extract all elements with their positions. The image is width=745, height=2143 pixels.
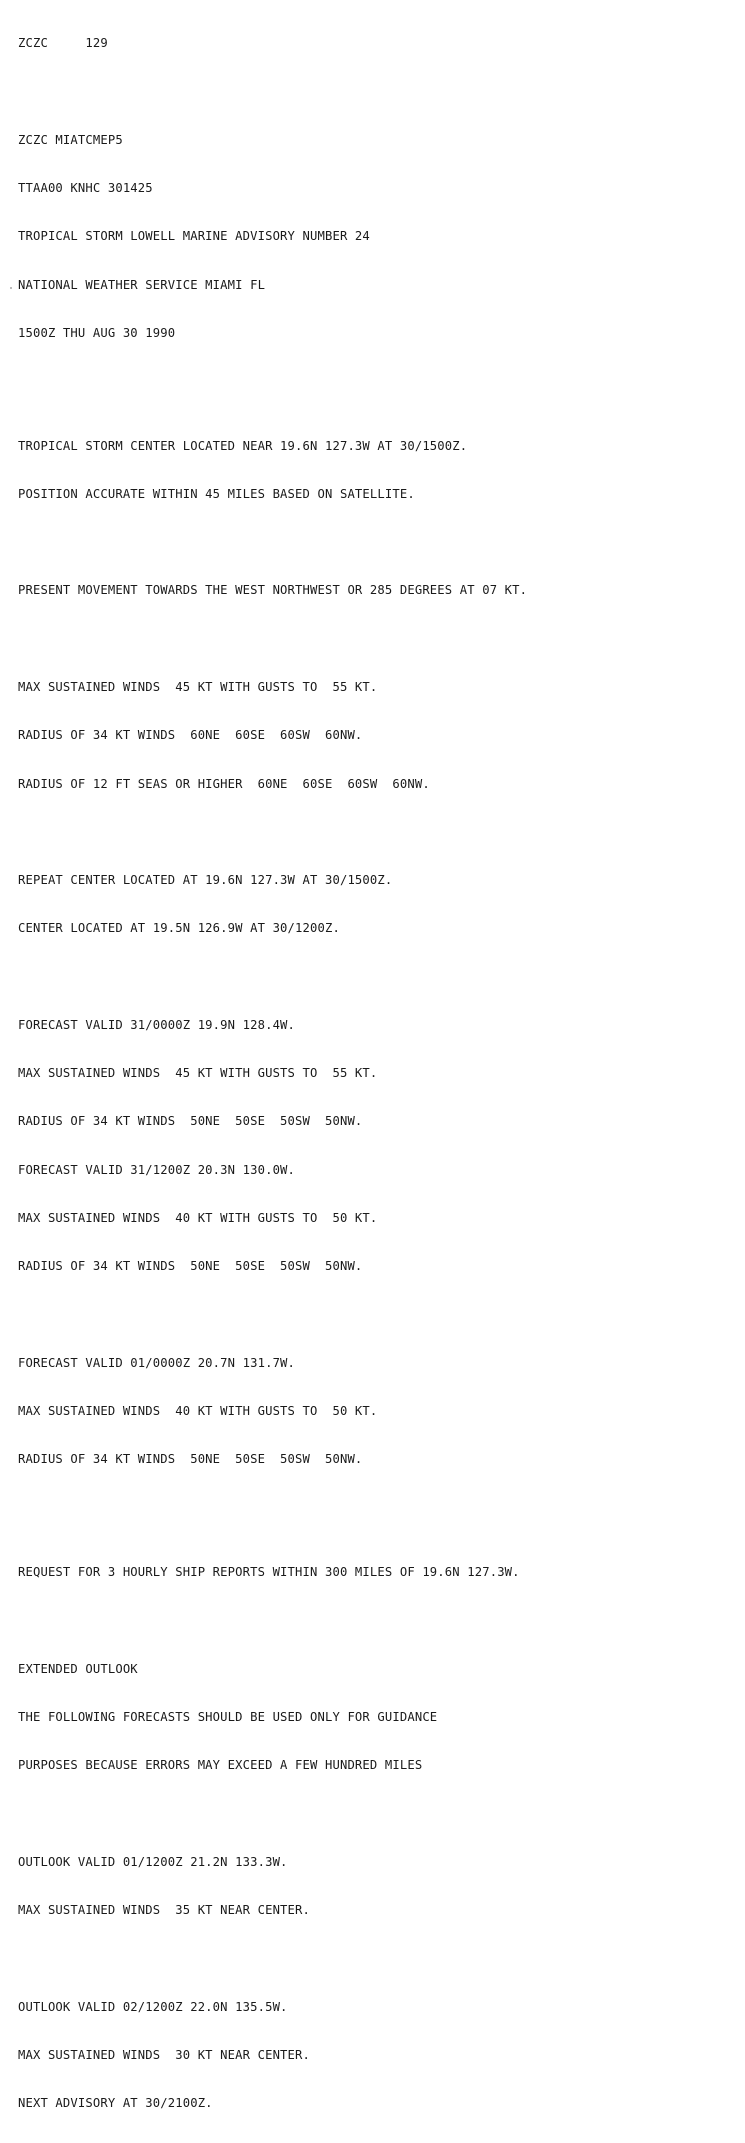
header-line: ZCZC MIATCMEP5	[18, 132, 123, 147]
extended-line: THE FOLLOWING FORECASTS SHOULD BE USED ONLY FOR GUIDANCE	[18, 1709, 438, 1724]
request-line: REQUEST FOR 3 HOURLY SHIP REPORTS WITHIN 300 MILES OF 19.6N 127.3W.	[18, 1565, 520, 1580]
blank-line	[18, 1500, 527, 1532]
extended-line: PURPOSES BECAUSE ERRORS MAY EXCEED A FEW HUNDRED MILES	[18, 1758, 423, 1773]
header-line: ZCZC 129	[18, 36, 108, 51]
center-line: POSITION ACCURATE WITHIN 45 MILES BASED ON SATELLITE.	[18, 486, 415, 501]
repeat-line: CENTER LOCATED AT 19.5N 126.9W AT 30/1200Z.	[18, 921, 340, 936]
forecast-line: RADIUS OF 34 KT WINDS 50NE 50SE 50SW 50NW.	[18, 1259, 363, 1274]
blank-line	[18, 1612, 527, 1628]
repeat-line: REPEAT CENTER LOCATED AT 19.6N 127.3W AT 30/1500Z.	[18, 873, 393, 888]
blank-line	[18, 83, 527, 99]
blank-line	[18, 631, 527, 647]
issue-time: 1500Z THU AUG 30 1990	[18, 325, 176, 340]
forecast-line: RADIUS OF 34 KT WINDS 50NE 50SE 50SW 50NW.	[18, 1114, 363, 1129]
issuing-office: NATIONAL WEATHER SERVICE MIAMI FL	[18, 277, 266, 292]
extended-line: EXTENDED OUTLOOK	[18, 1661, 138, 1676]
advisory-title: TROPICAL STORM LOWELL MARINE ADVISORY NUMBER 24	[18, 229, 370, 244]
blank-line	[18, 1806, 527, 1822]
header-line: TTAA00 KNHC 301425	[18, 181, 153, 196]
blank-line	[18, 824, 527, 840]
blank-line	[18, 1950, 527, 1966]
outlook-line: MAX SUSTAINED WINDS 30 KT NEAR CENTER.	[18, 2047, 311, 2062]
winds-line: RADIUS OF 12 FT SEAS OR HIGHER 60NE 60SE 60SW 60NW.	[18, 776, 430, 791]
blank-line	[18, 534, 527, 550]
center-line: TROPICAL STORM CENTER LOCATED NEAR 19.6N 127.3W AT 30/1500Z.	[18, 438, 468, 453]
forecast-line: FORECAST VALID 01/0000Z 20.7N 131.7W.	[18, 1355, 296, 1370]
forecast-line: RADIUS OF 34 KT WINDS 50NE 50SE 50SW 50NW.	[18, 1452, 363, 1467]
winds-line: MAX SUSTAINED WINDS 45 KT WITH GUSTS TO 55 KT.	[18, 679, 378, 694]
blank-line	[18, 969, 527, 985]
advisory-text	[18, 3, 527, 2143]
forecast-line: MAX SUSTAINED WINDS 45 KT WITH GUSTS TO 55 KT.	[18, 1066, 378, 1081]
movement-line: PRESENT MOVEMENT TOWARDS THE WEST NORTHWEST OR 285 DEGREES AT 07 KT.	[18, 583, 528, 598]
outlook-line: OUTLOOK VALID 02/1200Z 22.0N 135.5W.	[18, 1999, 288, 2014]
winds-line: RADIUS OF 34 KT WINDS 60NE 60SE 60SW 60NW.	[18, 728, 363, 743]
blank-line	[18, 373, 527, 405]
outlook-line: OUTLOOK VALID 01/1200Z 21.2N 133.3W.	[18, 1854, 288, 1869]
scan-speck	[10, 287, 12, 289]
forecast-line: MAX SUSTAINED WINDS 40 KT WITH GUSTS TO 50 KT.	[18, 1404, 378, 1419]
forecast-line: MAX SUSTAINED WINDS 40 KT WITH GUSTS TO 50 KT.	[18, 1211, 378, 1226]
forecast-line: FORECAST VALID 31/0000Z 19.9N 128.4W.	[18, 1017, 296, 1032]
outlook-line: MAX SUSTAINED WINDS 35 KT NEAR CENTER.	[18, 1903, 311, 1918]
blank-line	[18, 1307, 527, 1323]
next-advisory-line: NEXT ADVISORY AT 30/2100Z.	[18, 2096, 213, 2111]
forecast-line: FORECAST VALID 31/1200Z 20.3N 130.0W.	[18, 1162, 296, 1177]
